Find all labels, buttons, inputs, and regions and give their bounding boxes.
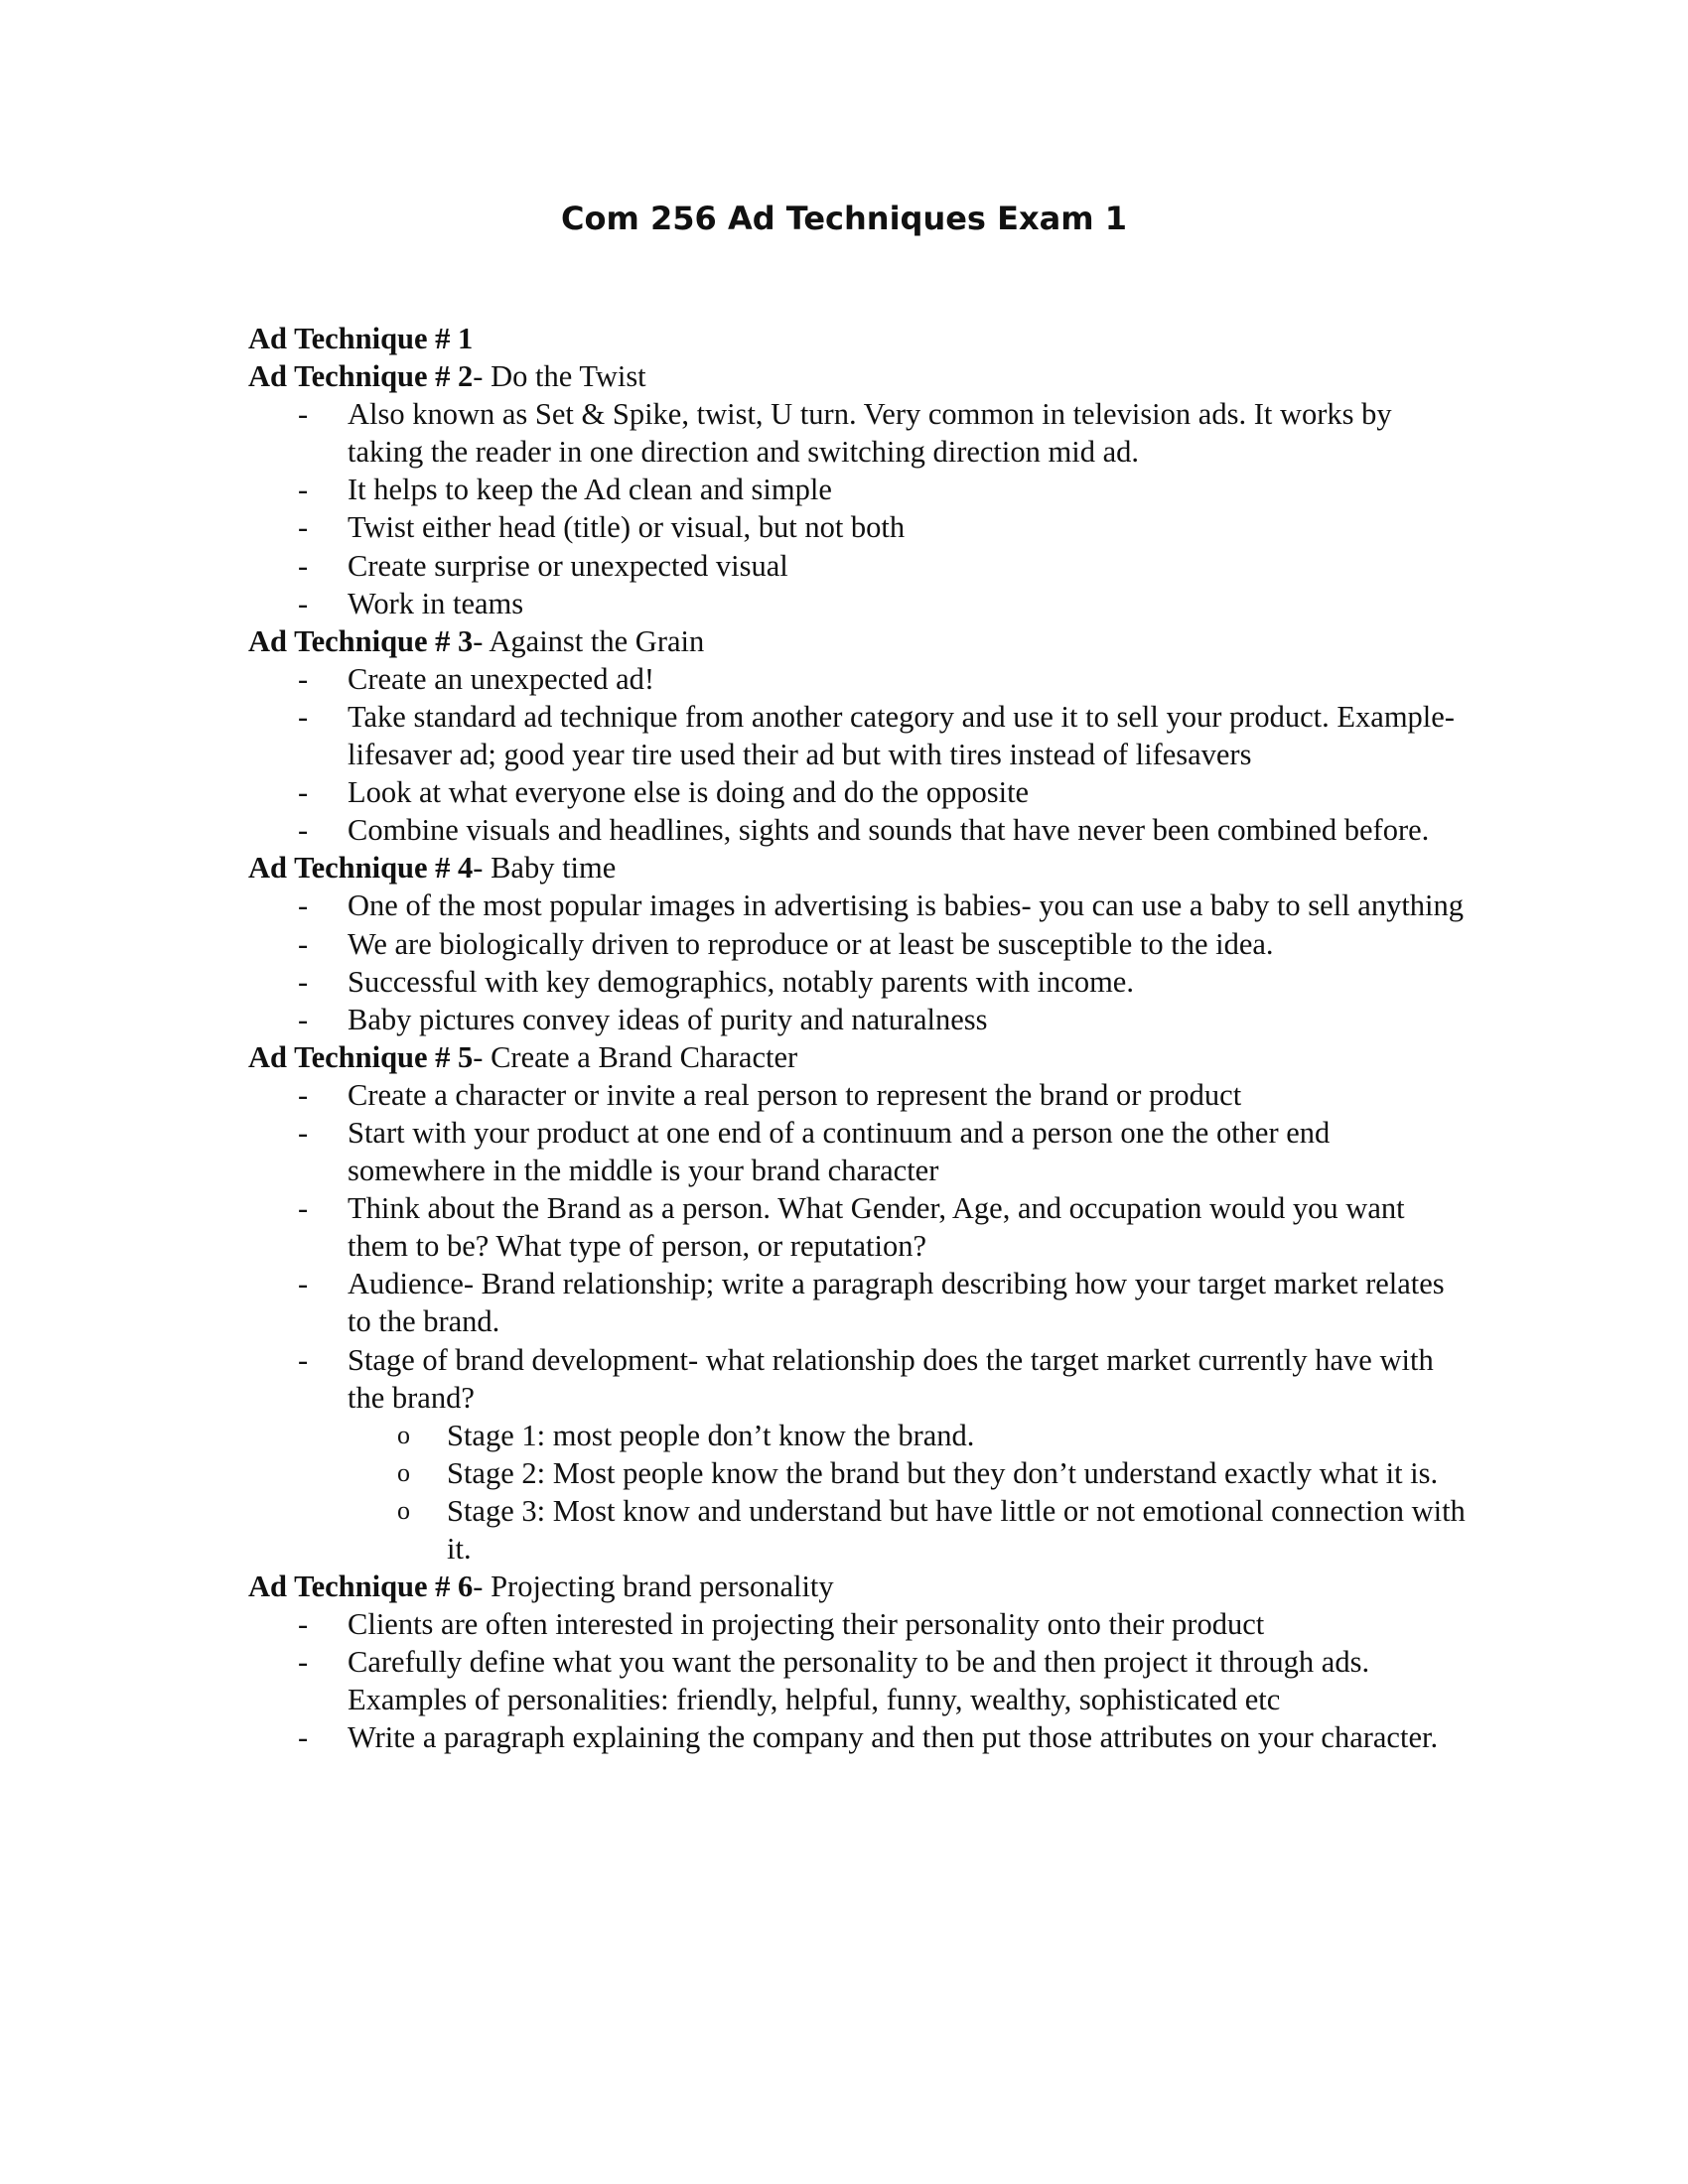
list-item	[248, 1341, 1470, 1569]
dash-bullet: -	[298, 397, 309, 432]
list-item	[248, 811, 1470, 849]
technique-heading	[248, 849, 1470, 887]
sub-list-item	[348, 1492, 1470, 1568]
technique-6	[248, 1568, 1470, 1756]
dash-bullet: -	[298, 1607, 309, 1642]
list-item-text: Audience- Brand relationship; write a paragraph describing how your target market relates to the brand.	[348, 1267, 1445, 1339]
technique-name: - Do the Twist	[473, 359, 646, 394]
technique-heading	[248, 357, 1470, 395]
list-item-text: Carefully define what you want the personality to be and then project it through ads. Examples of personalities: friendly, helpful, funny, wealthy, sophisticated etc	[348, 1645, 1370, 1717]
list-item	[248, 1189, 1470, 1265]
page-title: Com 256 Ad Techniques Exam 1	[561, 200, 1127, 237]
list-item	[248, 585, 1470, 622]
bullet-list	[248, 1605, 1470, 1756]
technique-label: Ad Technique # 6	[248, 1570, 474, 1604]
bullet-list	[248, 660, 1470, 849]
technique-name: - Projecting brand personality	[473, 1570, 834, 1604]
list-item-text: Think about the Brand as a person. What Gender, Age, and occupation would you want them to be? What type of person, or reputation?	[348, 1191, 1405, 1264]
technique-heading	[248, 1568, 1470, 1605]
bullet-list	[248, 395, 1470, 622]
technique-label: Ad Technique # 3	[248, 623, 474, 658]
dash-bullet: -	[298, 586, 309, 620]
sub-list-item-text: Stage 1: most people don’t know the brand.	[447, 1418, 975, 1452]
technique-label: Ad Technique # 1	[248, 322, 474, 355]
list-item-text: It helps to keep the Ad clean and simple	[348, 473, 832, 507]
list-item-text: Successful with key demographics, notably parents with income.	[348, 964, 1134, 999]
circle-bullet-icon: o	[397, 1495, 410, 1525]
technique-heading	[248, 320, 1470, 357]
bullet-list	[248, 1076, 1470, 1568]
dash-bullet: -	[298, 661, 309, 696]
dash-bullet: -	[298, 926, 309, 961]
dash-bullet: -	[298, 1077, 309, 1112]
list-item	[248, 1001, 1470, 1038]
dash-bullet: -	[298, 1002, 309, 1036]
dash-bullet: -	[298, 775, 309, 810]
list-item-text: Twist either head (title) or visual, but not both	[348, 510, 906, 545]
technique-2	[248, 357, 1470, 622]
technique-heading	[248, 622, 1470, 660]
dash-bullet: -	[298, 1645, 309, 1680]
list-item-text: We are biologically driven to reproduce or at least be susceptible to the idea.	[348, 926, 1274, 961]
list-item	[248, 887, 1470, 924]
list-item	[248, 1076, 1470, 1114]
sub-list-item	[348, 1417, 1470, 1454]
technique-3	[248, 622, 1470, 850]
dash-bullet: -	[298, 964, 309, 999]
list-item	[248, 395, 1470, 471]
list-item-text: Create an unexpected ad!	[348, 661, 655, 696]
sub-list-item-text: Stage 2: Most people know the brand but they don’t understand exactly what it is.	[447, 1455, 1439, 1490]
list-item-text: Look at what everyone else is doing and do the opposite	[348, 775, 1030, 810]
dash-bullet: -	[298, 813, 309, 848]
dash-bullet: -	[298, 1720, 309, 1755]
list-item	[248, 547, 1470, 585]
sub-list-item	[348, 1454, 1470, 1492]
technique-name: - Baby time	[473, 851, 617, 886]
list-item-text: Also known as Set & Spike, twist, U turn. Very common in television ads. It works by taking the reader in one direction and switching direction mid ad.	[348, 397, 1392, 470]
sub-bullet-list	[348, 1417, 1470, 1568]
dash-bullet: -	[298, 510, 309, 545]
technique-5	[248, 1038, 1470, 1568]
list-item	[248, 471, 1470, 508]
dash-bullet: -	[298, 1342, 309, 1377]
list-item-text: Baby pictures convey ideas of purity and naturalness	[348, 1002, 988, 1036]
list-item-text: Work in teams	[348, 586, 524, 620]
bullet-list	[248, 887, 1470, 1037]
list-item-text: Create a character or invite a real person to represent the brand or product	[348, 1077, 1242, 1112]
list-item	[248, 1114, 1470, 1189]
technique-label: Ad Technique # 5	[248, 1039, 474, 1074]
technique-name: - Create a Brand Character	[473, 1039, 798, 1074]
list-item	[248, 508, 1470, 546]
list-item	[248, 773, 1470, 811]
dash-bullet: -	[298, 1191, 309, 1226]
list-item-text: Take standard ad technique from another category and use it to sell your product. Example- lifesaver ad; good year tire used their ad but with tires instead of lifesavers	[348, 699, 1455, 772]
technique-label: Ad Technique # 4	[248, 851, 474, 886]
list-item	[248, 698, 1470, 773]
list-item	[248, 1643, 1470, 1718]
list-item-text: Start with your product at one end of a continuum and a person one the other end somewhere in the middle is your brand character	[348, 1115, 1331, 1188]
list-item	[248, 1718, 1470, 1756]
list-item	[248, 925, 1470, 963]
technique-4	[248, 849, 1470, 1037]
dash-bullet: -	[298, 888, 309, 923]
dash-bullet: -	[298, 1267, 309, 1301]
dash-bullet: -	[298, 1115, 309, 1150]
circle-bullet-icon: o	[397, 1457, 410, 1487]
list-item-text: One of the most popular images in advertising is babies- you can use a baby to sell anything	[348, 888, 1465, 923]
dash-bullet: -	[298, 473, 309, 507]
document-body	[248, 320, 1470, 1757]
technique-1	[248, 320, 1470, 357]
technique-name: - Against the Grain	[473, 623, 705, 658]
circle-bullet-icon: o	[397, 1420, 410, 1449]
dash-bullet: -	[298, 699, 309, 734]
list-item-text: Create surprise or unexpected visual	[348, 548, 788, 583]
list-item-text: Clients are often interested in projecting their personality onto their product	[348, 1607, 1265, 1642]
list-item-text: Stage of brand development- what relationship does the target market currently have with the brand?	[348, 1342, 1434, 1415]
list-item-text: Combine visuals and headlines, sights and sounds that have never been combined before.	[348, 813, 1430, 848]
list-item	[248, 660, 1470, 698]
dash-bullet: -	[298, 548, 309, 583]
list-item-text: Write a paragraph explaining the company and then put those attributes on your character.	[348, 1720, 1439, 1755]
technique-heading	[248, 1038, 1470, 1076]
technique-label: Ad Technique # 2	[248, 359, 474, 394]
list-item	[248, 1605, 1470, 1643]
list-item	[248, 963, 1470, 1001]
list-item	[248, 1265, 1470, 1340]
sub-list-item-text: Stage 3: Most know and understand but have little or not emotional connection with it.	[447, 1493, 1466, 1566]
